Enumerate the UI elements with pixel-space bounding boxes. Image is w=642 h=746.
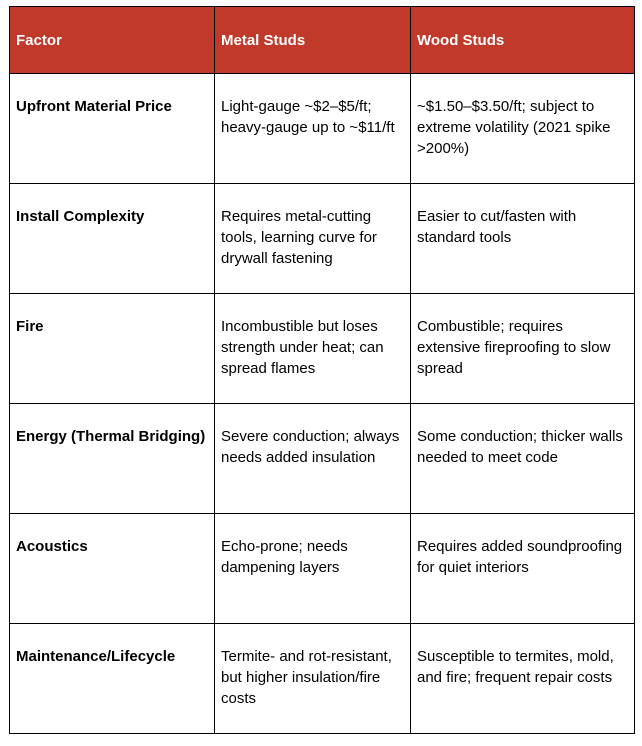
table-body [10, 74, 635, 734]
metal-cell: Termite- and rot-resistant, but higher insulation/fire costs [215, 624, 411, 734]
header-row [10, 7, 635, 74]
header-wood-studs: Wood Studs [411, 7, 635, 74]
factor-cell: Fire [10, 294, 215, 404]
table-row [10, 404, 635, 514]
factor-cell: Energy (Thermal Bridging) [10, 404, 215, 514]
comparison-table-container [9, 6, 635, 734]
metal-cell: Echo-prone; needs dampening layers [215, 514, 411, 624]
wood-cell: Susceptible to termites, mold, and fire; frequent repair costs [411, 624, 635, 734]
wood-cell: Easier to cut/fasten with standard tools [411, 184, 635, 294]
metal-cell: Severe conduction; always needs added insulation [215, 404, 411, 514]
wood-cell: ~$1.50–$3.50/ft; subject to extreme volatility (2021 spike >200%) [411, 74, 635, 184]
wood-cell: Combustible; requires extensive fireproofing to slow spread [411, 294, 635, 404]
table-row [10, 514, 635, 624]
metal-cell: Light-gauge ~$2–$5/ft; heavy-gauge up to ~$11/ft [215, 74, 411, 184]
table-row [10, 294, 635, 404]
comparison-table [9, 6, 635, 734]
factor-cell: Upfront Material Price [10, 74, 215, 184]
factor-cell: Maintenance/Lifecycle [10, 624, 215, 734]
factor-cell: Install Complexity [10, 184, 215, 294]
wood-cell: Requires added soundproofing for quiet interiors [411, 514, 635, 624]
table-row [10, 184, 635, 294]
metal-cell: Incombustible but loses strength under heat; can spread flames [215, 294, 411, 404]
metal-cell: Requires metal-cutting tools, learning curve for drywall fastening [215, 184, 411, 294]
factor-cell: Acoustics [10, 514, 215, 624]
wood-cell: Some conduction; thicker walls needed to meet code [411, 404, 635, 514]
header-metal-studs: Metal Studs [215, 7, 411, 74]
table-row [10, 74, 635, 184]
header-factor: Factor [10, 7, 215, 74]
table-header [10, 7, 635, 74]
table-row [10, 624, 635, 734]
